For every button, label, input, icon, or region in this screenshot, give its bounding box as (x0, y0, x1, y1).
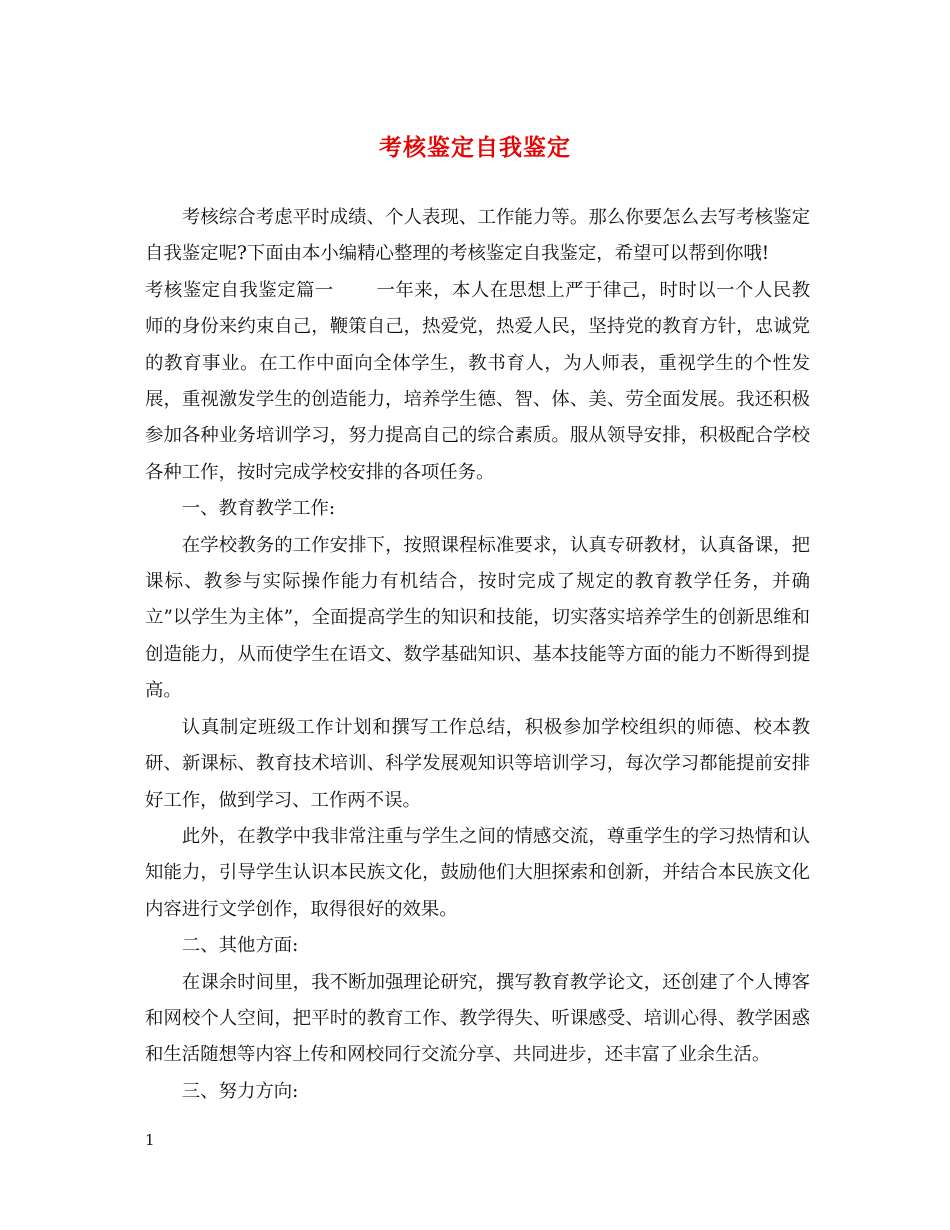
heading-effort-direction: 三、努力方向: (181, 1080, 299, 1102)
emotional-paragraph: 此外，在教学中我非常注重与学生之间的情感交流，尊重学生的学习热情和认知能力，引导学生认识本民族文化，鼓励他们大胆探索和创新，并结合本民族文化内容进行文学创作，取得很好的效果。 (145, 825, 810, 920)
training-paragraph: 认真制定班级工作计划和撰写工作总结，积极参加学校组织的师德、校本教研、新课标、教育技术培训、科学发展观知识等培训学习，每次学习都能提前安排好工作，做到学习、工作两不误。 (145, 716, 810, 811)
page-number: 1 (145, 1131, 155, 1149)
intro-paragraph: 考核综合考虑平时成绩、个人表现、工作能力等。那么你要怎么去写考核鉴定自我鉴定呢?下面由本小编精心整理的考核鉴定自我鉴定，希望可以帮到你哦! (145, 207, 810, 265)
section-one-heading: 考核鉴定自我鉴定篇一 (145, 279, 334, 301)
section-one-body: 一年来，本人在思想上严于律己，时时以一个人民教师的身份来约束自己，鞭策自己，热爱党，热爱人民，坚持党的教育方针，忠诚党的教育事业。在工作中面向全体学生，教书育人，为人师表，重视学生的个性发展，重视激发学生的创造能力，培养学生德、智、体、美、劳全面发展。我还积极参加各种业务培训学习，努力提高自己的综合素质。服从领导安排，积极配合学校各种工作，按时完成学校安排的各项任务。 (145, 279, 810, 483)
document-body (145, 200, 810, 1110)
research-paragraph: 在课余时间里，我不断加强理论研究，撰写教育教学论文，还创建了个人博客和网校个人空间，把平时的教育工作、教学得失、听课感受、培训心得、教学困惑和生活随想等内容上传和网校同行交流分享、共同进步，还丰富了业余生活。 (145, 971, 810, 1066)
document-title: 考核鉴定自我鉴定 (379, 134, 571, 161)
section-one-paragraph (145, 273, 810, 491)
teaching-paragraph: 在学校教务的工作安排下，按照课程标准要求，认真专研教材，认真备课，把课标、教参与实际操作能力有机结合，按时完成了规定的教育教学任务，并确立”以学生为主体”，全面提高学生的知识和技能，切实落实培养学生的创新思维和创造能力，从而使学生在语文、数学基础知识、基本技能等方面的能力不断得到提高。 (145, 534, 810, 702)
heading-teaching-work: 一、教育教学工作: (181, 498, 336, 520)
heading-other-aspects: 二、其他方面: (181, 935, 299, 957)
